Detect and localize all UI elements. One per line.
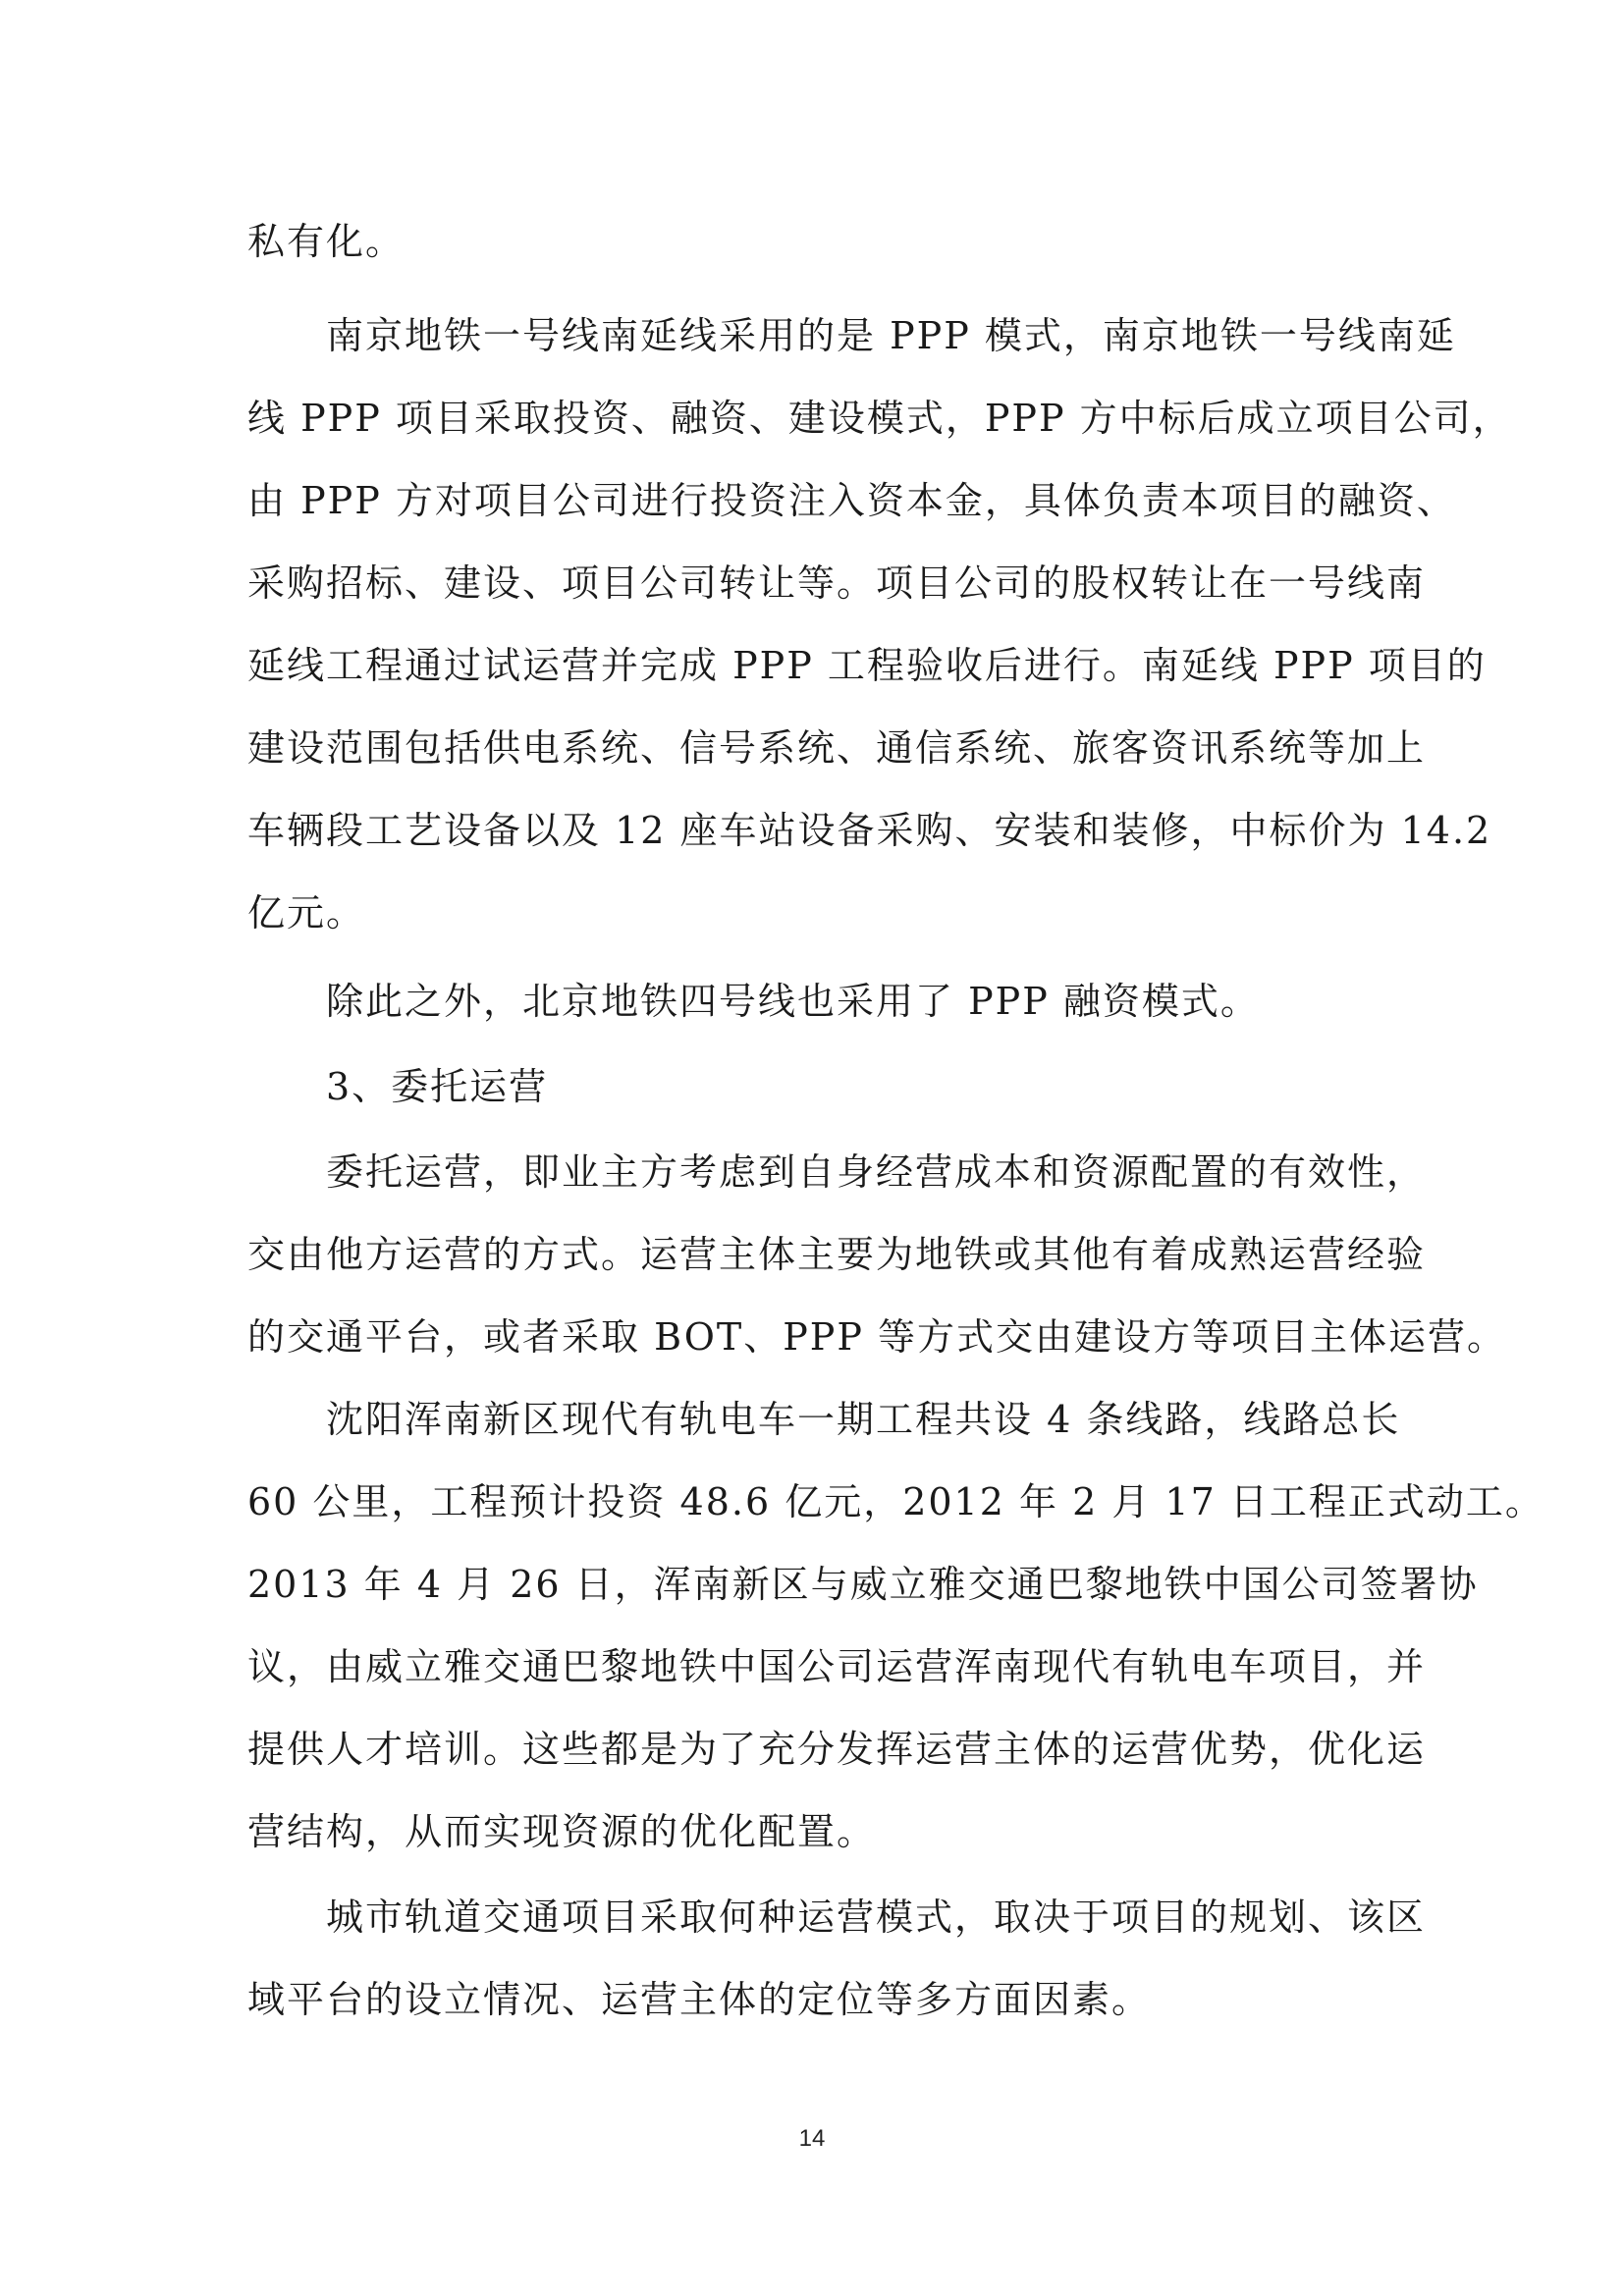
text-line-7: 建设范围包括供电系统、信号系统、通信系统、旅客资讯系统等加上	[247, 726, 1427, 770]
text-line-8: 车辆段工艺设备以及 12 座车站设备采购、安装和装修，中标价为 14.2	[247, 809, 1492, 852]
text-line-13: 交由他方运营的方式。运营主体主要为地铁或其他有着成熟运营经验	[247, 1233, 1427, 1276]
text-line-6: 延线工程通过试运营并完成 PPP 工程验收后进行。南延线 PPP 项目的	[247, 644, 1487, 687]
text-line-19: 提供人才培训。这些都是为了充分发挥运营主体的运营优势，优化运	[247, 1728, 1427, 1771]
text-line-2: 南京地铁一号线南延线采用的是 PPP 模式，南京地铁一号线南延	[326, 314, 1456, 357]
text-line-5: 采购招标、建设、项目公司转让等。项目公司的股权转让在一号线南	[247, 561, 1427, 605]
text-line-3: 线 PPP 项目采取投资、融资、建设模式，PPP 方中标后成立项目公司，	[247, 397, 1512, 440]
text-line-22: 域平台的设立情况、运营主体的定位等多方面因素。	[247, 1978, 1152, 2021]
section-heading: 3、委托运营	[326, 1065, 549, 1108]
text-line-1: 私有化。	[247, 220, 406, 263]
text-line-21: 城市轨道交通项目采取何种运营模式，取决于项目的规划、该区	[326, 1896, 1427, 1939]
text-line-17: 2013 年 4 月 26 日，浑南新区与威立雅交通巴黎地铁中国公司签署协	[247, 1563, 1479, 1606]
text-line-9: 亿元。	[247, 891, 366, 934]
text-line-10: 除此之外，北京地铁四号线也采用了 PPP 融资模式。	[326, 980, 1260, 1023]
text-line-14: 的交通平台，或者采取 BOT、PPP 等方式交由建设方等项目主体运营。	[247, 1315, 1506, 1359]
text-line-20: 营结构，从而实现资源的优化配置。	[247, 1810, 877, 1853]
text-line-4: 由 PPP 方对项目公司进行投资注入资本金，具体负责本项目的融资、	[247, 479, 1456, 522]
page-number: 14	[798, 2125, 826, 2152]
text-line-18: 议，由威立雅交通巴黎地铁中国公司运营浑南现代有轨电车项目，并	[247, 1645, 1427, 1688]
text-line-12: 委托运营，即业主方考虑到自身经营成本和资源配置的有效性，	[326, 1150, 1427, 1194]
text-line-16: 60 公里，工程预计投资 48.6 亿元，2012 年 2 月 17 日工程正式动工。	[247, 1480, 1544, 1523]
text-line-15: 沈阳浑南新区现代有轨电车一期工程共设 4 条线路，线路总长	[326, 1398, 1401, 1441]
